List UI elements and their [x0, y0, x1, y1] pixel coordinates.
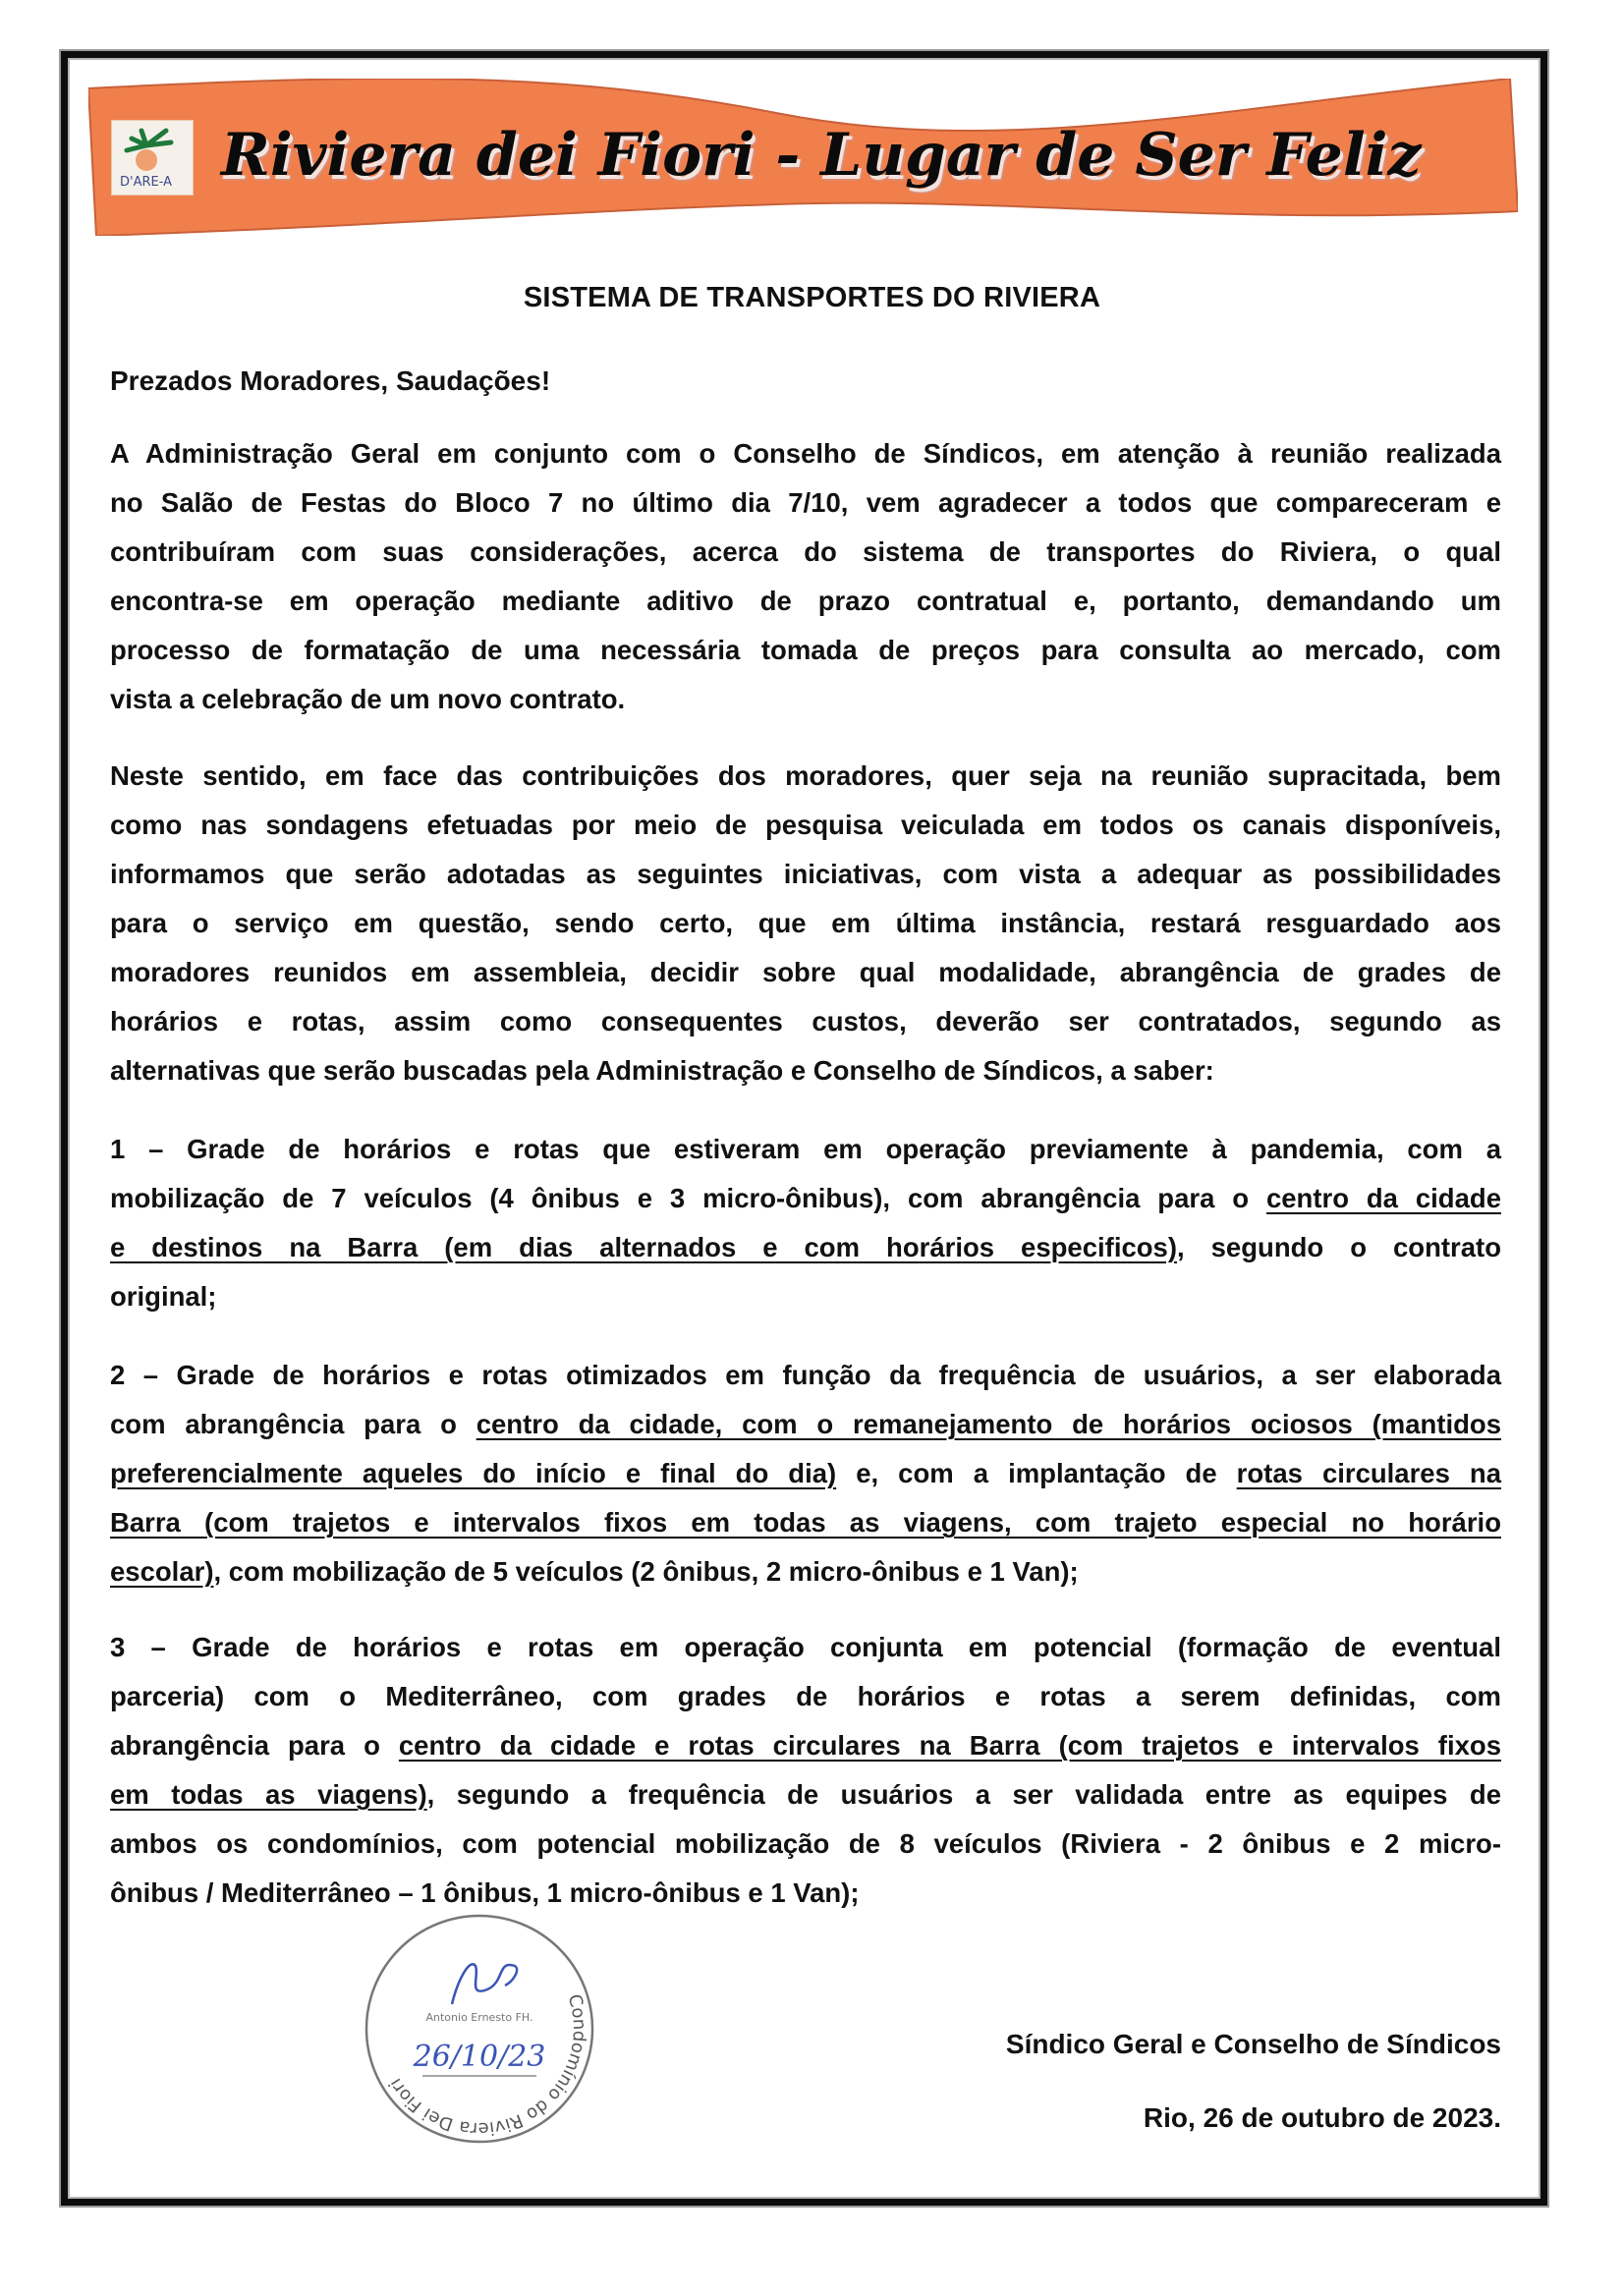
community-logo: [111, 120, 194, 196]
document-title: SISTEMA DE TRANSPORTES DO RIVIERA: [523, 282, 1101, 313]
text-segment: com abrangência para o: [110, 1409, 476, 1439]
signature-stroke: [452, 1964, 517, 2004]
text-segment: e, com a implantação de: [836, 1458, 1237, 1488]
stamp-inner-name: Antonio Ernesto FH.: [425, 2011, 533, 2024]
text-line: [110, 1721, 1501, 1770]
text-line: ambos os condomínios, com potencial mobilização de 8 veículos (Riviera - 2 ônibus e 2 micro-: [110, 1828, 1501, 1859]
text-line: contribuíram com suas considerações, acerca do sistema de transportes do Riviera, o qual: [110, 536, 1501, 567]
handwritten-date: 26/10/23: [413, 2040, 546, 2074]
text-segment: , segundo a frequência de usuários a ser validada entre as equipes de: [426, 1779, 1502, 1810]
underlined-text: preferencialmente aqueles do início e final do dia): [110, 1458, 837, 1488]
greeting: Prezados Moradores, Saudações!: [110, 365, 551, 396]
text-line: 1 – Grade de horários e rotas que estiveram em operação previamente à pandemia, com a: [110, 1134, 1501, 1164]
text-line: [110, 1449, 1501, 1498]
text-line: [110, 1400, 1501, 1449]
text-line: [110, 1498, 1501, 1547]
stamp-ring-text: Condomínio do Riviera Dei Fiori: [384, 1991, 590, 2140]
signatory: Síndico Geral e Conselho de Síndicos: [1005, 2029, 1501, 2059]
underlined-text: rotas circulares na: [1236, 1458, 1502, 1488]
text-segment: mobilização de 7 veículos (4 ônibus e 3 micro-ônibus), com abrangência para o: [110, 1183, 1266, 1213]
text-line: [110, 1223, 1501, 1272]
text-line: 2 – Grade de horários e rotas otimizados em função da frequência de usuários, a ser elaborada: [110, 1360, 1501, 1390]
underlined-text: centro da cidade, com o remanejamento de horários ociosos (mantidos: [476, 1409, 1502, 1439]
text-line: no Salão de Festas do Bloco 7 no último dia 7/10, vem agradecer a todos que compareceram e: [110, 487, 1501, 518]
official-stamp: [362, 1911, 597, 2147]
banner-title: Riviera dei Fiori - Lugar de Ser Feliz: [221, 121, 1422, 190]
text-line: A Administração Geral em conjunto com o Conselho de Síndicos, em atenção à reunião realizada: [110, 438, 1501, 469]
text-line: [110, 1770, 1501, 1819]
date-line: Rio, 26 de outubro de 2023.: [1143, 2102, 1501, 2133]
text-line: processo de formatação de uma necessária tomada de preços para consulta ao mercado, com: [110, 635, 1501, 665]
underlined-text: Barra (com trajetos e intervalos fixos em todas as viagens, com trajeto especial no horário: [110, 1507, 1501, 1538]
option-2: [110, 1351, 1501, 1596]
text-line: 3 – Grade de horários e rotas em operação conjunta em potencial (formação de eventual: [110, 1632, 1501, 1662]
text-line: [110, 1174, 1501, 1223]
text-line: [110, 1547, 1501, 1596]
underlined-text: centro da cidade: [1265, 1183, 1501, 1213]
underlined-text: escolar): [110, 1556, 214, 1587]
text-line: para o serviço em questão, sendo certo, que em última instância, restará resguardado aos: [110, 908, 1501, 938]
paragraph-initiatives: [110, 752, 1501, 1095]
text-segment: abrangência para o: [110, 1730, 399, 1761]
text-line: alternativas que serão buscadas pela Administração e Conselho de Síndicos, a saber:: [110, 1055, 1214, 1086]
text-segment: , com mobilização de 5 veículos (2 ônibus, 2 micro-ônibus e 1 Van);: [213, 1556, 1079, 1587]
text-line: parceria) com o Mediterrâneo, com grades de horários e rotas a serem definidas, com: [110, 1681, 1501, 1711]
text-line: encontra-se em operação mediante aditivo de prazo contratual e, portanto, demandando um: [110, 586, 1501, 616]
logo-text: D'ARE-A: [120, 175, 173, 190]
underlined-text: em todas as viagens): [110, 1779, 427, 1810]
text-segment: , segundo o contrato: [1177, 1232, 1501, 1262]
text-line: moradores reunidos em assembleia, decidir sobre qual modalidade, abrangência de grades de: [110, 957, 1501, 987]
underlined-text: centro da cidade e rotas circulares na Barra (com trajetos e intervalos fixos: [398, 1730, 1501, 1761]
underlined-text: e destinos na Barra (em dias alternados e com horários especificos): [110, 1232, 1178, 1262]
text-line: Neste sentido, em face das contribuições dos moradores, quer seja na reunião supracitada, bem: [110, 760, 1501, 791]
text-line: como nas sondagens efetuadas por meio de pesquisa veiculada em todos os canais disponíveis,: [110, 810, 1501, 840]
option-3: [110, 1623, 1501, 1918]
paragraph-intro: [110, 429, 1501, 724]
text-line: original;: [110, 1281, 217, 1312]
text-line: ônibus / Mediterrâneo – 1 ônibus, 1 micro-ônibus e 1 Van);: [110, 1877, 860, 1908]
text-line: horários e rotas, assim como consequentes custos, deverão ser contratados, segundo as: [110, 1006, 1501, 1036]
option-1: [110, 1125, 1501, 1321]
text-line: vista a celebração de um novo contrato.: [110, 684, 626, 714]
text-line: informamos que serão adotadas as seguintes iniciativas, com vista a adequar as possibilidades: [110, 859, 1501, 889]
